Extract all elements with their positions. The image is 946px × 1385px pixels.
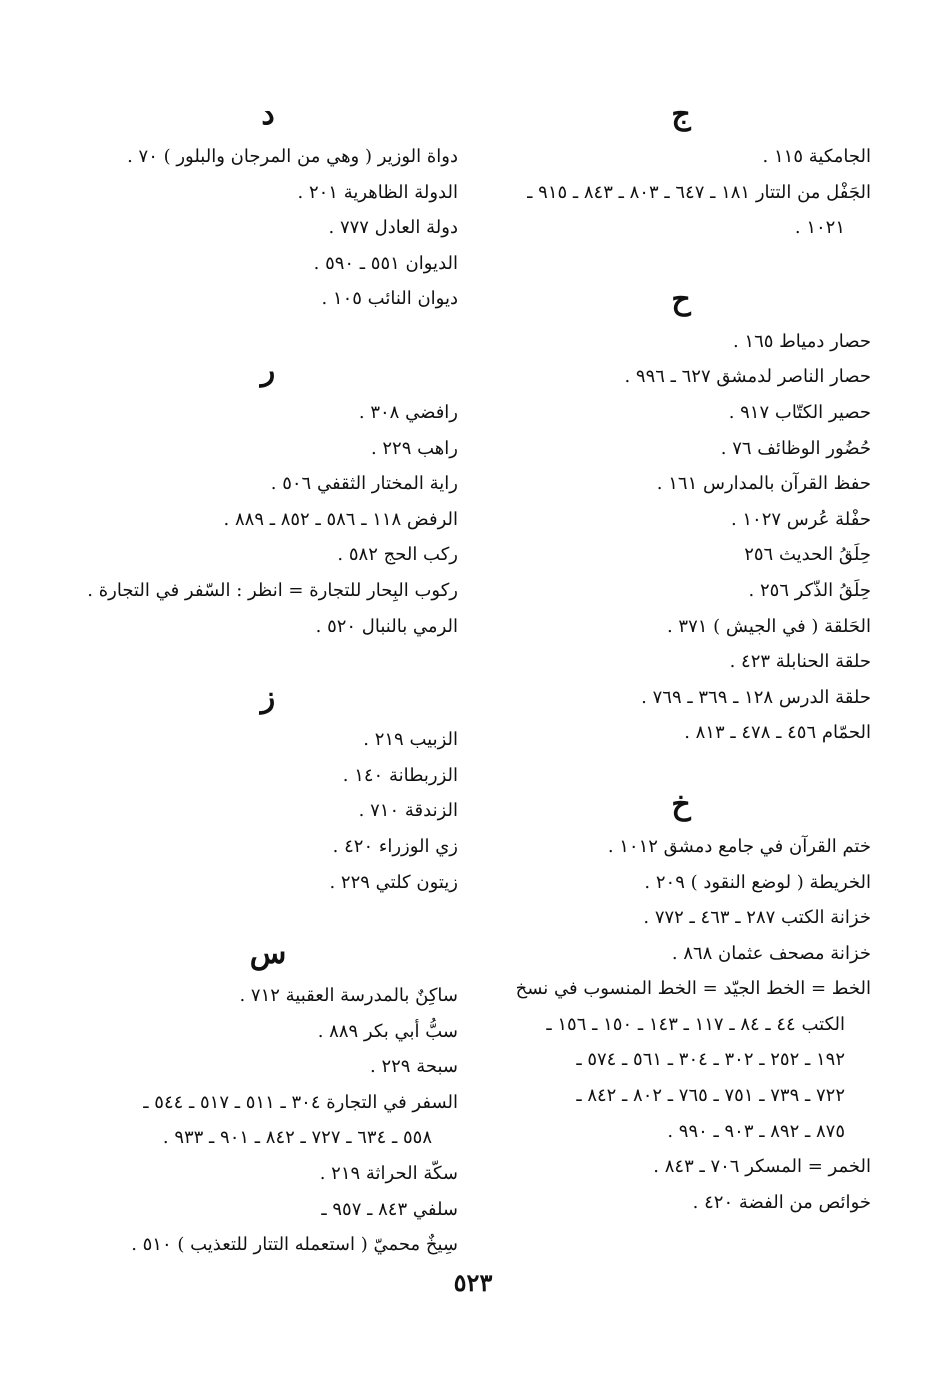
section-jim (471, 95, 871, 246)
section-letter: ج (671, 97, 691, 132)
index-entry-continuation: ٧٢٢ ـ ٧٣٩ ـ ٧٥١ ـ ٧٦٥ ـ ٨٠٢ ـ ٨٤٢ ـ (576, 1085, 845, 1107)
section-kha (471, 785, 871, 1221)
section-letter: س (249, 936, 287, 972)
index-entry: الرمي بالنبال ٥٢٠ . (315, 615, 458, 637)
index-entry: الجَفْل من التتار ١٨١ ـ ٦٤٧ ـ ٨٠٣ ـ ٨٤٣ ـ ٩١٥ ـ (527, 181, 871, 203)
index-entry: ساكِنٌ بالمدرسة العقبية ٧١٢ . (239, 985, 458, 1007)
index-entry: حُضُور الوظائف ٧٦ . (720, 437, 871, 459)
index-entry: خزانة الكتب ٢٨٧ ـ ٤٦٣ ـ ٧٧٢ . (643, 907, 871, 929)
page-number: ٥٢٣ (453, 1268, 493, 1297)
section-letter: ز (260, 680, 276, 716)
index-entry: حلقة الدرس ١٢٨ ـ ٣٦٩ ـ ٧٦٩ . (641, 686, 871, 708)
index-entry: الخريطة ( لوضع النقود ) ٢٠٩ . (644, 871, 871, 893)
index-entry: زيتون كلتي ٢٢٩ . (329, 871, 458, 893)
index-entry: الجامكية ١١٥ . (762, 146, 871, 167)
index-entry: الزبيب ٢١٩ . (363, 729, 458, 751)
index-entry: ديوان النائب ١٠٥ . (321, 288, 458, 310)
section-zay (78, 678, 458, 900)
index-entry-continuation: ١٩٢ ـ ٢٥٢ ـ ٣٠٢ ـ ٣٠٤ ـ ٥٦١ ـ ٥٧٤ ـ (576, 1049, 845, 1071)
index-entry: حِلَقُ الحديث ٢٥٦ (744, 544, 871, 566)
index-entry: الزربطانة ١٤٠ . (342, 764, 458, 786)
index-entry: دولة العادل ٧٧٧ . (328, 217, 458, 239)
index-entry: سِيخٌ محميّ ( استعمله التتار للتعذيب ) ٥١٠ . (131, 1234, 458, 1256)
index-entry: الزندقة ٧١٠ . (358, 800, 458, 822)
index-entry: حصار دمياط ١٦٥ . (732, 330, 871, 352)
index-entry: الدولة الظاهرية ٢٠١ . (297, 181, 458, 203)
index-entry: الحمّام ٤٥٦ ـ ٤٧٨ ـ ٨١٣ . (684, 722, 871, 744)
index-entry: ركوب البِحار للتجارة = انظر : السّفر في التجارة . (87, 579, 458, 601)
index-entry: رافضي ٣٠٨ . (358, 401, 458, 423)
index-entry: راهب ٢٢٩ . (370, 437, 458, 459)
index-entry: دواة الوزير ( وهي من المرجان والبلور ) ٧٠ . (127, 146, 458, 167)
index-entry: الرفض ١١٨ ـ ٥٨٦ ـ ٨٥٢ ـ ٨٨٩ . (223, 508, 458, 530)
index-column-left (78, 95, 458, 1297)
index-entry: خزانة مصحف عثمان ٨٦٨ . (671, 942, 871, 964)
index-entry: السفر في التجارة ٣٠٤ ـ ٥١١ ـ ٥١٧ ـ ٥٤٤ ـ (143, 1091, 458, 1113)
index-entry: الخط = الخط الجيّد = الخط المنسوب في نسخ (515, 978, 871, 1000)
index-entry: حصير الكتّاب ٩١٧ . (728, 401, 871, 423)
section-letter: خ (671, 786, 691, 822)
index-entry: حِلَقُ الذّكر ٢٥٦ . (748, 579, 871, 601)
index-entry: راية المختار الثقفي ٥٠٦ . (270, 473, 458, 495)
section-ra (78, 351, 458, 644)
index-entry: سكّة الحراثة ٢١٩ . (319, 1163, 458, 1185)
index-entry: ختم القرآن في جامع دمشق ١٠١٢ . (607, 835, 871, 857)
index-entry: حفظ القرآن بالمدارس ١٦١ . (656, 473, 871, 495)
index-entry: سبحة ٢٢٩ . (370, 1056, 458, 1078)
section-letter: ر (260, 352, 276, 388)
index-entry-continuation: ٥٥٨ ـ ٦٣٤ ـ ٧٢٧ ـ ٨٤٢ ـ ٩٠١ ـ ٩٣٣ . (162, 1127, 432, 1149)
index-entry: الخمر = المسكر ٧٠٦ ـ ٨٤٣ . (653, 1156, 871, 1178)
section-dal (78, 95, 458, 317)
index-entry: سلفي ٨٤٣ ـ ٩٥٧ ـ (321, 1198, 458, 1220)
index-entry: الديوان ٥٥١ ـ ٥٩٠ . (313, 252, 458, 274)
index-entry: زي الوزراء ٤٢٠ . (332, 835, 458, 857)
index-entry: حفْلة عُرس ١٠٢٧ . (730, 508, 871, 530)
index-entry-continuation: الكتب ٤٤ ـ ٨٤ ـ ١١٧ ـ ١٤٣ ـ ١٥٠ ـ ١٥٦ ـ (546, 1013, 845, 1035)
index-entry: الحَلقة ( في الجيش ) ٣٧١ . (666, 615, 871, 637)
index-entry: حلقة الحنابلة ٤٢٣ . (729, 651, 871, 673)
index-entry-continuation: ٨٧٥ ـ ٨٩٢ ـ ٩٠٣ ـ ٩٩٠ . (667, 1120, 845, 1142)
index-entry: سبُّ أبي بكر ٨٨٩ . (317, 1020, 458, 1042)
section-ha (471, 280, 871, 751)
section-sin (78, 934, 458, 1263)
index-column-right (471, 95, 871, 1254)
index-entry: حصار الناصر لدمشق ٦٢٧ ـ ٩٩٦ . (624, 366, 871, 388)
index-entry: ركب الحج ٥٨٢ . (337, 544, 458, 566)
section-letter: ح (671, 281, 691, 317)
index-entry: خوائص من الفضة ٤٢٠ . (692, 1191, 871, 1213)
section-letter: د (261, 97, 275, 132)
index-entry-continuation: ١٠٢١ . (794, 217, 845, 239)
